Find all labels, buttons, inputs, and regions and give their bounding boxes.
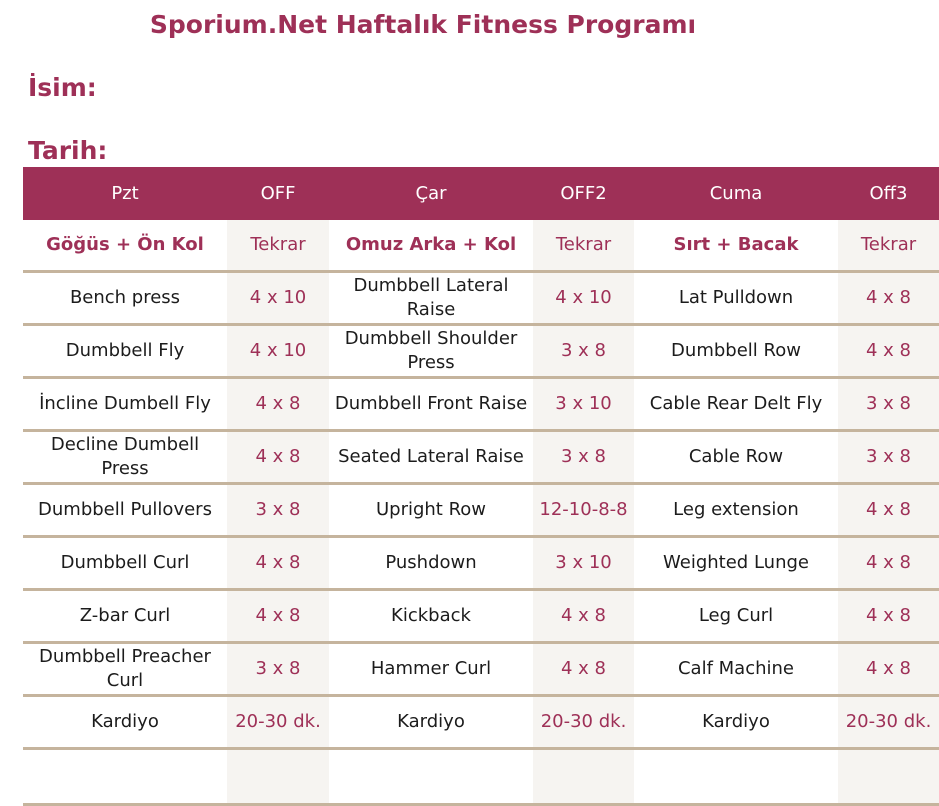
fitness-table [23, 167, 939, 806]
exercise-cell: Weighted Lunge [634, 537, 838, 590]
exercise-cell: Dumbbell Row [634, 325, 838, 378]
header-cell-off: OFF [227, 167, 329, 220]
exercise-cell: Calf Machine [634, 643, 838, 696]
table-row [23, 590, 939, 643]
exercise-cell: Upright Row [329, 484, 533, 537]
reps-cell: 4 x 10 [227, 325, 329, 378]
reps-cell [533, 749, 634, 805]
reps-cell: 4 x 8 [227, 537, 329, 590]
exercise-cell: Kardiyo [23, 696, 227, 749]
header-cell-off3: Off3 [838, 167, 939, 220]
subheader-row [23, 220, 939, 272]
reps-cell: 4 x 8 [533, 643, 634, 696]
subheader-cell: Tekrar [838, 220, 939, 272]
exercise-cell: Cable Row [634, 431, 838, 484]
exercise-cell: Dumbbell Shoulder Press [329, 325, 533, 378]
exercise-cell: Kardiyo [634, 696, 838, 749]
exercise-cell: Dumbbell Curl [23, 537, 227, 590]
reps-cell: 3 x 8 [838, 431, 939, 484]
exercise-cell: Dumbbell Preacher Curl [23, 643, 227, 696]
table-row [23, 749, 939, 805]
reps-cell: 4 x 8 [227, 590, 329, 643]
reps-cell [227, 749, 329, 805]
subheader-cell: Tekrar [533, 220, 634, 272]
reps-cell: 4 x 10 [533, 272, 634, 325]
reps-cell: 4 x 8 [533, 590, 634, 643]
exercise-cell [634, 749, 838, 805]
reps-cell: 4 x 8 [838, 484, 939, 537]
subheader-cell: Tekrar [227, 220, 329, 272]
exercise-cell: Dumbbell Pullovers [23, 484, 227, 537]
table-row [23, 325, 939, 378]
exercise-cell: Seated Lateral Raise [329, 431, 533, 484]
exercise-cell: Dumbbell Fly [23, 325, 227, 378]
reps-cell: 20-30 dk. [533, 696, 634, 749]
exercise-cell: Kardiyo [329, 696, 533, 749]
reps-cell: 3 x 8 [227, 484, 329, 537]
reps-cell: 4 x 8 [838, 590, 939, 643]
table-row [23, 484, 939, 537]
table-row [23, 643, 939, 696]
exercise-cell: Cable Rear Delt Fly [634, 378, 838, 431]
subheader-cell: Sırt + Bacak [634, 220, 838, 272]
exercise-cell: Hammer Curl [329, 643, 533, 696]
table-row [23, 272, 939, 325]
reps-cell: 3 x 10 [533, 537, 634, 590]
exercise-cell: Dumbbell Front Raise [329, 378, 533, 431]
table-row [23, 696, 939, 749]
page-title: Sporium.Net Haftalık Fitness Programı [149, 10, 697, 39]
reps-cell: 12-10-8-8 [533, 484, 634, 537]
reps-cell: 4 x 8 [227, 431, 329, 484]
exercise-cell [329, 749, 533, 805]
exercise-cell: Bench press [23, 272, 227, 325]
table-row [23, 378, 939, 431]
subheader-cell: Omuz Arka + Kol [329, 220, 533, 272]
subheader-cell: Göğüs + Ön Kol [23, 220, 227, 272]
exercise-cell: Kickback [329, 590, 533, 643]
header-row [23, 167, 939, 220]
table-row [23, 431, 939, 484]
exercise-cell: Dumbbell Lateral Raise [329, 272, 533, 325]
name-label: İsim: [28, 73, 97, 102]
reps-cell: 20-30 dk. [227, 696, 329, 749]
reps-cell: 20-30 dk. [838, 696, 939, 749]
header-cell-off2: OFF2 [533, 167, 634, 220]
reps-cell: 3 x 10 [533, 378, 634, 431]
reps-cell: 4 x 8 [838, 272, 939, 325]
reps-cell: 4 x 8 [838, 537, 939, 590]
header-cell-car: Çar [329, 167, 533, 220]
reps-cell: 4 x 10 [227, 272, 329, 325]
reps-cell: 4 x 8 [838, 643, 939, 696]
exercise-cell: Lat Pulldown [634, 272, 838, 325]
reps-cell: 4 x 8 [838, 325, 939, 378]
reps-cell: 3 x 8 [533, 325, 634, 378]
exercise-cell: Z-bar Curl [23, 590, 227, 643]
reps-cell: 4 x 8 [227, 378, 329, 431]
reps-cell: 3 x 8 [838, 378, 939, 431]
reps-cell: 3 x 8 [227, 643, 329, 696]
reps-cell [838, 749, 939, 805]
header-cell-pzt: Pzt [23, 167, 227, 220]
reps-cell: 3 x 8 [533, 431, 634, 484]
header-cell-cuma: Cuma [634, 167, 838, 220]
exercise-cell: İncline Dumbell Fly [23, 378, 227, 431]
exercise-cell: Decline Dumbell Press [23, 431, 227, 484]
exercise-cell: Leg Curl [634, 590, 838, 643]
exercise-cell: Leg extension [634, 484, 838, 537]
table-row [23, 537, 939, 590]
date-label: Tarih: [28, 136, 108, 165]
exercise-cell [23, 749, 227, 805]
exercise-cell: Pushdown [329, 537, 533, 590]
